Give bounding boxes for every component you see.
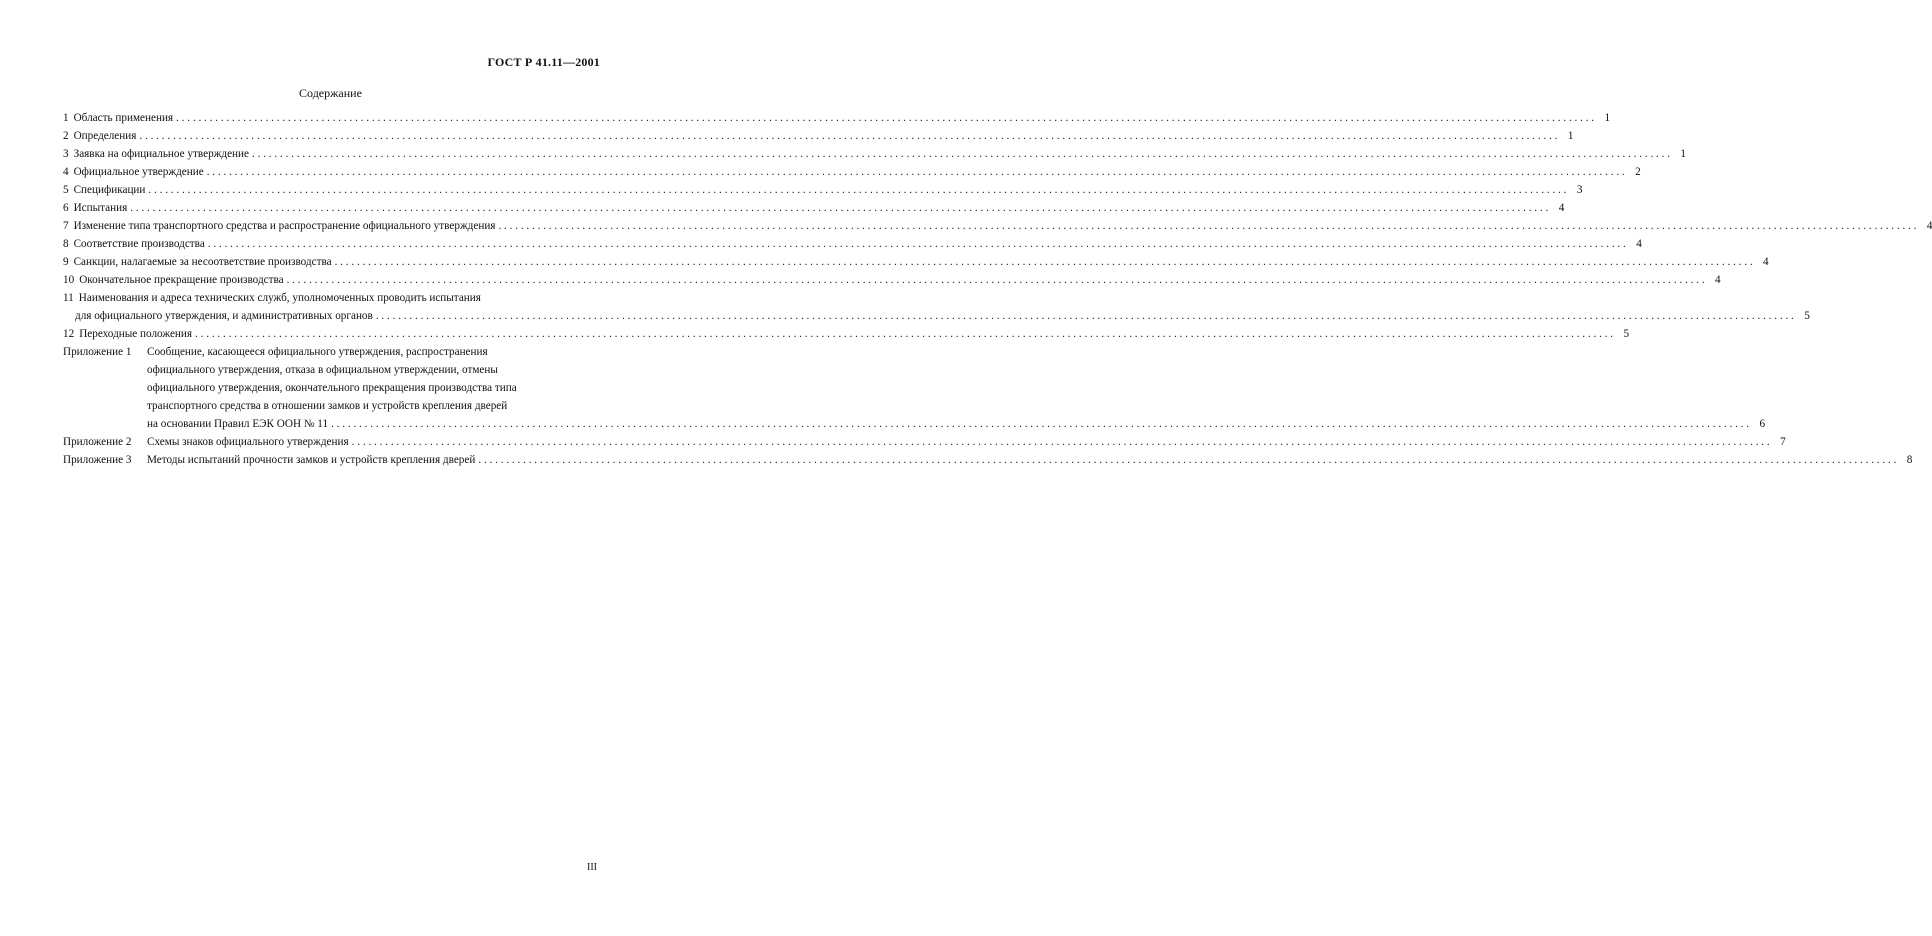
annex-title-line: официального утверждения, отказа в официальном утверждении, отмены <box>147 364 498 376</box>
toc-entry-2[interactable] <box>63 127 1574 145</box>
toc-leader-dots <box>204 163 1627 181</box>
toc-entry-page: 4 <box>1763 256 1769 268</box>
toc-entry-number: 3 <box>63 148 69 160</box>
toc-annex-2[interactable] <box>63 433 1786 451</box>
toc-entry-page: 1 <box>1604 112 1611 124</box>
toc-leader-dots <box>373 307 1796 325</box>
toc-entry-number: 1 <box>63 112 69 124</box>
toc-entry-page: 7 <box>1780 436 1786 448</box>
toc-entry-number: 7 <box>63 220 69 232</box>
toc-entry-title: Переходные положения <box>79 328 193 340</box>
toc-entry-page: 8 <box>1906 454 1913 466</box>
toc-entry-number: 11 <box>63 292 74 304</box>
toc-entry-title: Изменение типа транспортного средства и распространение официального утверждения <box>73 220 496 232</box>
toc-entry-11[interactable] <box>63 289 1810 325</box>
toc-entry-page: 3 <box>1576 184 1583 196</box>
toc-entry-page: 2 <box>1635 166 1641 178</box>
toc-leader-dots <box>192 325 1615 343</box>
toc-entry-page: 5 <box>1804 310 1810 322</box>
toc-leader-dots <box>145 181 1568 199</box>
toc-entry-3[interactable] <box>63 145 1687 163</box>
toc-entry-page: 1 <box>1680 148 1687 160</box>
annex-title-line: Сообщение, касающееся официального утверждения, распространения <box>147 346 488 358</box>
toc-entry-title-line1: Наименования и адреса технических служб, уполномоченных проводить испытания <box>78 292 481 304</box>
annex-label: Приложение 2 <box>63 436 132 448</box>
toc-entry-page: 1 <box>1567 130 1574 142</box>
annex-title-line: транспортного средства в отношении замков и устройств крепления дверей <box>147 400 508 412</box>
toc-entry-9[interactable] <box>63 253 1769 271</box>
annex-label: Приложение 3 <box>63 454 132 466</box>
toc-entry-page: 6 <box>1759 418 1766 430</box>
toc-entry-page: 4 <box>1715 274 1721 286</box>
toc-leader-dots <box>136 127 1559 145</box>
annex-title-line: официального утверждения, окончательного прекращения производства типа <box>147 382 517 394</box>
toc-title: Содержание <box>299 86 362 100</box>
toc-entry-title: Официальное утверждение <box>73 166 204 178</box>
toc-leader-dots <box>475 451 1898 469</box>
toc-entry-title: Область применения <box>73 112 174 124</box>
toc-entry-page: 4 <box>1926 220 1932 232</box>
toc-leader-dots <box>127 199 1550 217</box>
document-code: ГОСТ Р 41.11—2001 <box>487 55 600 69</box>
toc-entry-number: 2 <box>63 130 69 142</box>
toc-entry-title: Санкции, налагаемые за несоответствие производства <box>73 256 332 268</box>
page-number: III <box>587 862 597 873</box>
toc-entry-5[interactable] <box>63 181 1583 199</box>
toc-entry-title-line2: для официального утверждения, и административных органов <box>75 310 373 322</box>
toc-entry-number: 4 <box>63 166 69 178</box>
annex-title-line: Методы испытаний прочности замков и устройств крепления дверей <box>147 454 476 466</box>
toc-entry-7[interactable] <box>63 217 1932 235</box>
toc-leader-dots <box>249 145 1672 163</box>
toc-entry-number: 12 <box>63 328 75 340</box>
toc-entry-number: 8 <box>63 238 69 250</box>
toc-entry-page: 5 <box>1623 328 1630 340</box>
toc-annex-1[interactable] <box>63 343 1766 433</box>
toc-entry-title: Заявка на официальное утверждение <box>73 148 249 160</box>
toc-entry-page: 4 <box>1636 238 1642 250</box>
toc-leader-dots <box>349 433 1772 451</box>
toc-entry-12[interactable] <box>63 325 1630 343</box>
toc-entry-4[interactable] <box>63 163 1641 181</box>
toc-entry-10[interactable] <box>63 271 1721 289</box>
toc-entry-page: 4 <box>1558 202 1565 214</box>
annex-title-line: Схемы знаков официального утверждения <box>147 436 349 448</box>
annex-label: Приложение 1 <box>63 346 132 358</box>
toc-entry-number: 9 <box>63 256 69 268</box>
toc-leader-dots <box>205 235 1628 253</box>
toc-entry-number: 10 <box>63 274 75 286</box>
toc-entry-title: Испытания <box>73 202 128 214</box>
toc-entry-8[interactable] <box>63 235 1642 253</box>
toc-entry-number: 6 <box>63 202 69 214</box>
toc-annex-3[interactable] <box>63 451 1913 469</box>
toc-leader-dots <box>284 271 1707 289</box>
toc-entry-title: Окончательное прекращение производства <box>79 274 284 286</box>
toc-entry-number: 5 <box>63 184 69 196</box>
toc-entry-title: Соответствие производства <box>73 238 205 250</box>
toc-leader-dots <box>173 109 1596 127</box>
toc-leader-dots <box>495 217 1918 235</box>
toc-entry-1[interactable] <box>63 109 1611 127</box>
toc-entry-6[interactable] <box>63 199 1565 217</box>
annex-title-line: на основании Правил ЕЭК ООН № 11 <box>147 418 329 430</box>
table-of-contents <box>63 109 1932 469</box>
toc-leader-dots <box>332 253 1755 271</box>
toc-entry-title: Спецификации <box>73 184 146 196</box>
toc-entry-title: Определения <box>73 130 137 142</box>
toc-leader-dots <box>328 415 1751 433</box>
